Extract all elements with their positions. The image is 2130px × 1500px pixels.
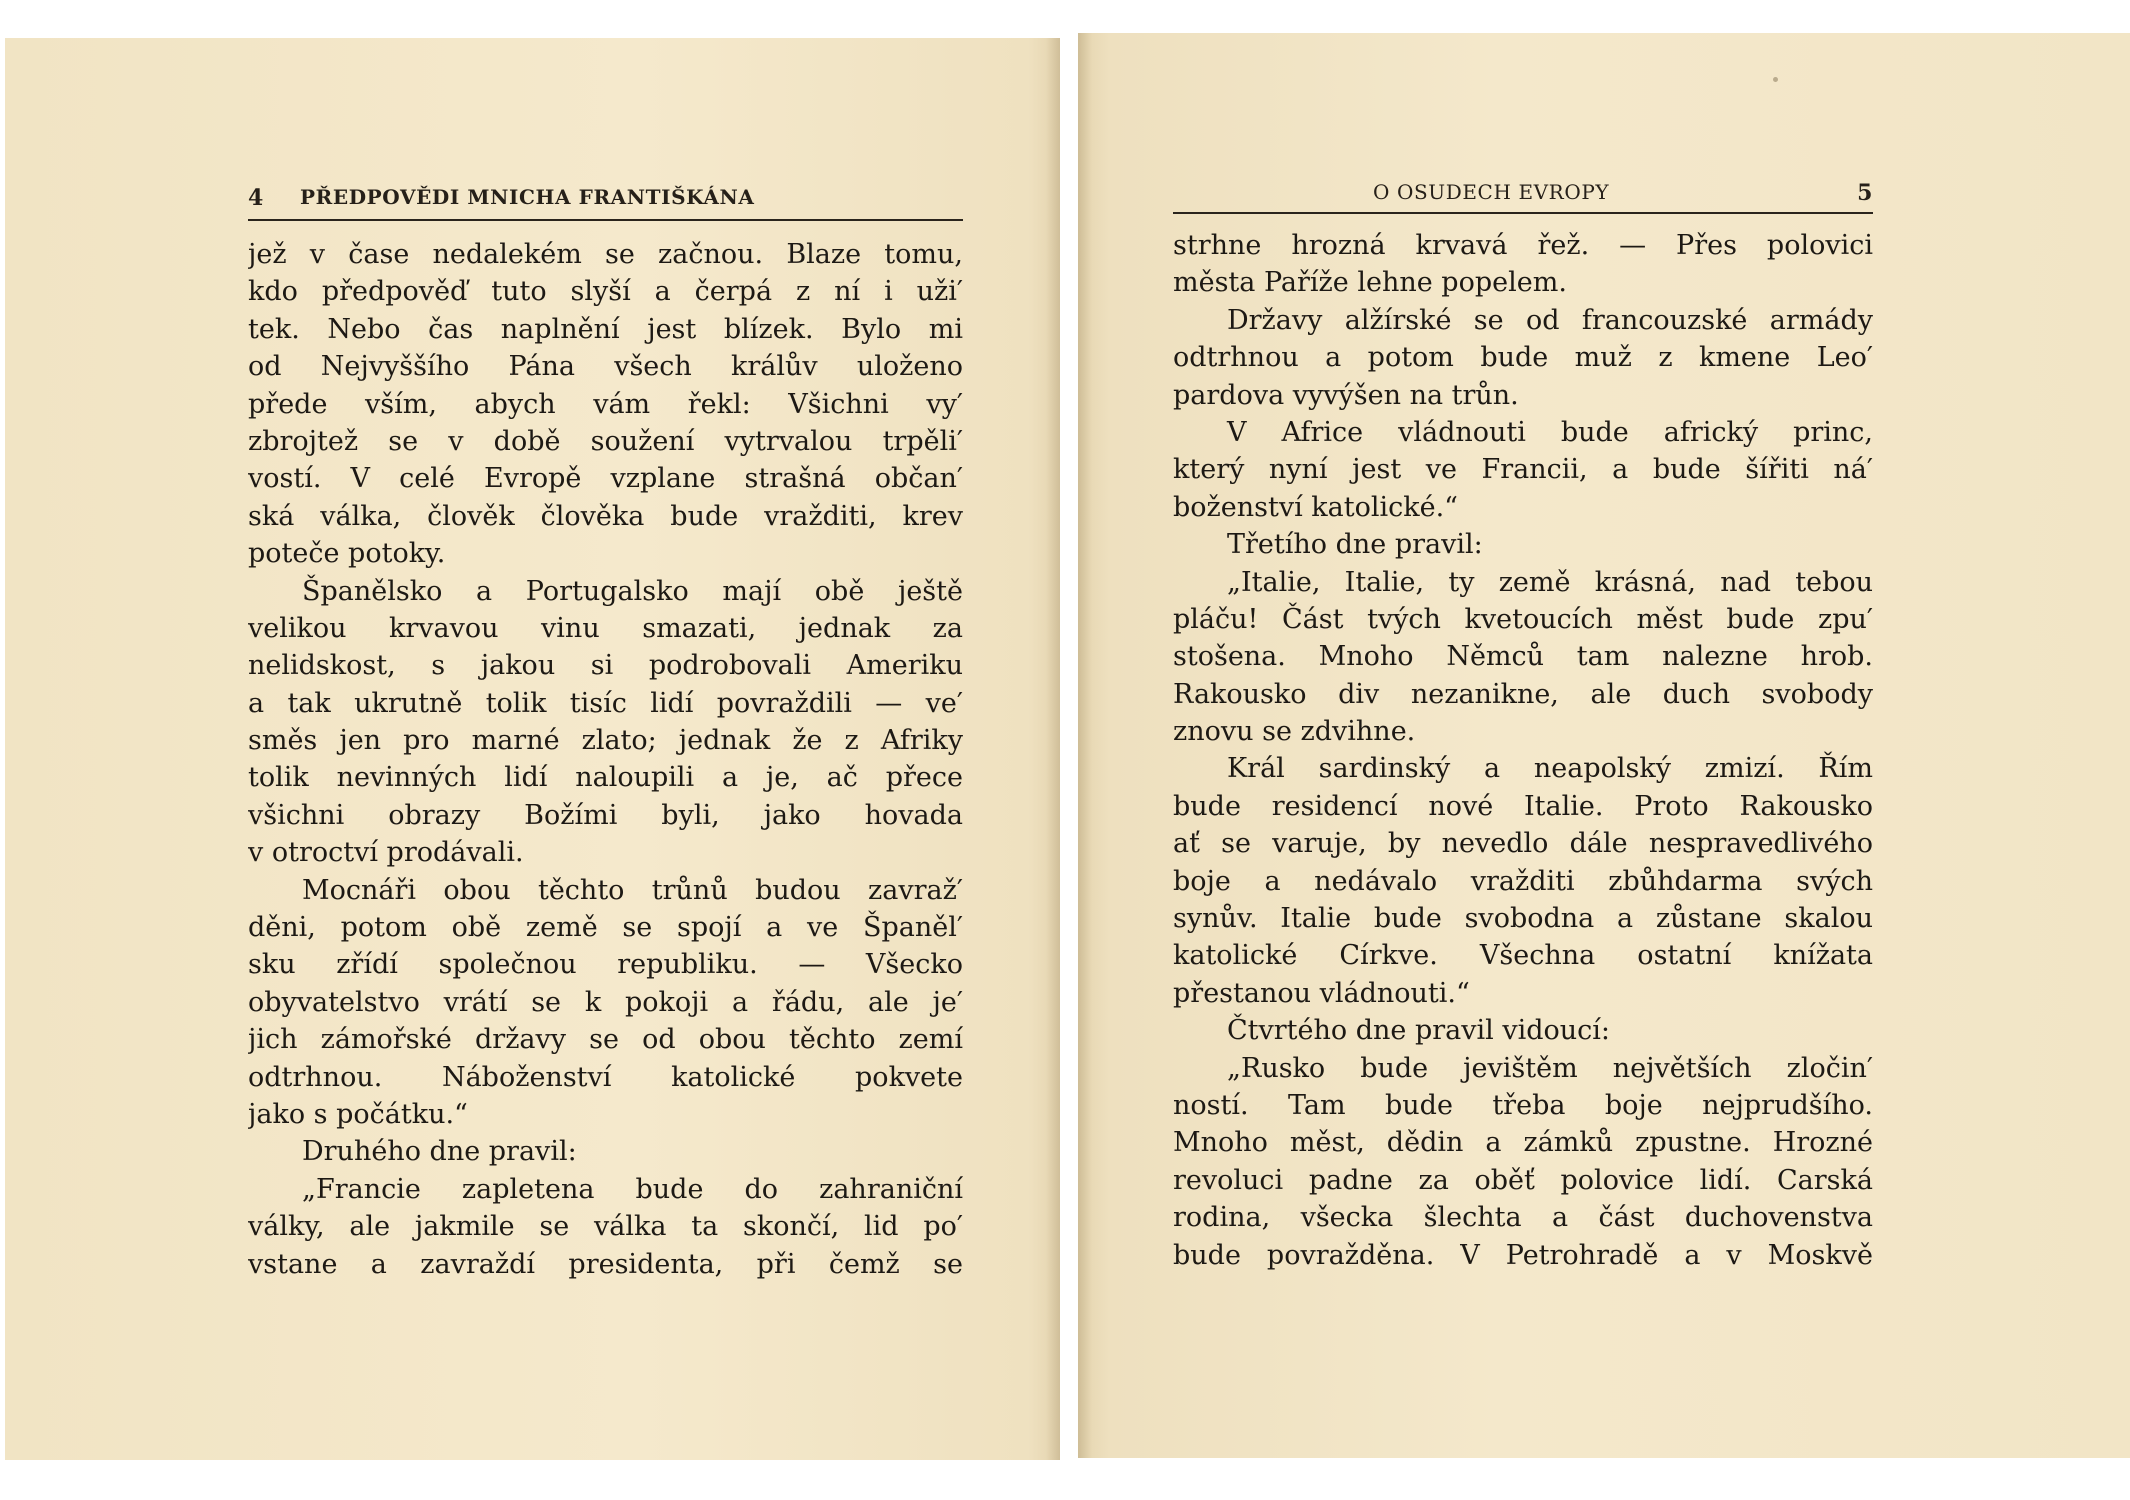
paper-speck xyxy=(1773,77,1778,82)
text-line: tolik nevinných lidí naloupili a je, ač přece xyxy=(248,762,963,794)
text-line: odtrhnou a potom bude muž z kmene Leo′ xyxy=(1173,342,1873,374)
text-line: bude povražděna. V Petrohradě a v Moskvě xyxy=(1173,1239,1873,1271)
text-line: všichni obrazy Božími byli, jako hovada xyxy=(248,799,963,831)
right-page-number: 5 xyxy=(1857,180,1873,206)
text-line: poteče potoky. xyxy=(248,538,446,570)
text-line: pardova vyvýšen na trůn. xyxy=(1173,379,1519,411)
text-line: Čtvrtého dne pravil vidoucí: xyxy=(1227,1015,1611,1047)
text-line: ať se varuje, by nevedlo dále nespravedlivého xyxy=(1173,828,1873,860)
text-line: vostí. V celé Evropě vzplane strašná občan′ xyxy=(248,463,963,495)
text-line: v otroctví prodávali. xyxy=(248,837,524,869)
text-line: děni, potom obě země se spojí a ve Španěl′ xyxy=(248,912,963,944)
right-header-rule xyxy=(1173,212,1873,214)
text-line: katolické Církve. Všechna ostatní knížata xyxy=(1173,940,1873,972)
text-line: od Nejvyššího Pána všech králův uloženo xyxy=(248,351,963,383)
text-line: stošena. Mnoho Němců tam nalezne hrob. xyxy=(1173,641,1873,673)
left-page-number: 4 xyxy=(248,185,264,211)
text-line: nelidskost, s jakou si podrobovali Ameriku xyxy=(248,650,963,682)
text-line: revoluci padne za oběť polovice lidí. Carská xyxy=(1173,1164,1873,1196)
text-line: boje a nedávalo vražditi zbůhdarma svých xyxy=(1173,865,1873,897)
text-line: přestanou vládnouti.“ xyxy=(1173,977,1470,1009)
text-line: směs jen pro marné zlato; jednak že z Afriky xyxy=(248,725,963,757)
text-line: který nyní jest ve Francii, a bude šířiti ná′ xyxy=(1173,454,1873,486)
text-line: obyvatelstvo vrátí se k pokoji a řádu, ale je′ xyxy=(248,986,963,1018)
left-gutter-shadow xyxy=(1046,38,1060,1460)
text-line: strhne hrozná krvavá řež. — Přes polovici xyxy=(1173,230,1873,261)
text-line: jich zámořské državy se od obou těchto zemí xyxy=(248,1024,963,1056)
text-line: tek. Nebo čas naplnění jest blízek. Bylo mi xyxy=(248,313,963,345)
text-line: bude residencí nové Italie. Proto Rakousko xyxy=(1173,790,1873,822)
text-line: města Paříže lehne popelem. xyxy=(1173,267,1567,299)
right-gutter-shadow xyxy=(1078,33,1092,1458)
text-line: zbrojtež se v době soužení vytrvalou trpěli′ xyxy=(248,425,963,457)
text-line: pláču! Část tvých kvetoucích měst bude zpu′ xyxy=(1173,603,1873,635)
right-page-body xyxy=(1173,227,1873,1274)
text-line: Třetího dne pravil: xyxy=(1227,529,1483,561)
text-line: Mocnáři obou těchto trůnů budou zavraž′ xyxy=(302,874,963,906)
text-line: kdo předpověď tuto slyší a čerpá z ní i uži′ xyxy=(248,276,963,308)
text-line: „Italie, Italie, ty země krásná, nad tebou xyxy=(1227,566,1873,598)
text-line: odtrhnou. Náboženství katolické pokvete xyxy=(248,1061,963,1093)
right-running-title: O OSUDECH EVROPY xyxy=(1373,180,1610,204)
text-line: rodina, všecka šlechta a část duchovenstva xyxy=(1173,1202,1873,1234)
text-line: Španělsko a Portugalsko mají obě ještě xyxy=(302,575,963,607)
text-line: velikou krvavou vinu smazati, jednak za xyxy=(248,612,963,644)
right-page-header xyxy=(1173,180,1873,206)
text-line: Državy alžírské se od francouzské armády xyxy=(1227,304,1873,336)
text-line: a tak ukrutně tolik tisíc lidí povraždili — ve′ xyxy=(248,687,963,719)
text-line: „Rusko bude jevištěm největších zločin′ xyxy=(1227,1052,1873,1084)
text-line: jako s počátku.“ xyxy=(248,1098,468,1130)
text-line: Druhého dne pravil: xyxy=(302,1136,577,1168)
text-line: Král sardinský a neapolský zmizí. Řím xyxy=(1227,753,1873,785)
left-page-body xyxy=(248,236,963,1283)
left-running-title: PŘEDPOVĚDI MNICHA FRANTIŠKÁNA xyxy=(300,185,755,209)
text-line: Mnoho měst, dědin a zámků zpustne. Hrozné xyxy=(1173,1127,1873,1159)
text-line: znovu se zdvihne. xyxy=(1173,716,1416,748)
text-line: vstane a zavraždí presidenta, při čemž se xyxy=(248,1248,963,1280)
right-page xyxy=(1078,33,2130,1458)
left-page-header xyxy=(248,185,963,211)
text-line: V Africe vládnouti bude africký princ, xyxy=(1227,416,1873,448)
text-line: synův. Italie bude svobodna a zůstane skalou xyxy=(1173,903,1873,935)
left-header-rule xyxy=(248,219,963,221)
text-line: Rakousko div nezanikne, ale duch svobody xyxy=(1173,678,1873,710)
text-line: ností. Tam bude třeba boje nejprudšího. xyxy=(1173,1089,1873,1121)
text-line: ská válka, člověk člověka bude vražditi, krev xyxy=(248,500,963,532)
text-line: války, ale jakmile se válka ta skončí, lid po′ xyxy=(248,1211,963,1243)
text-line: boženství katolické.“ xyxy=(1173,491,1458,523)
text-line: „Francie zapletena bude do zahraniční xyxy=(302,1173,963,1205)
text-line: přede vším, abych vám řekl: Všichni vy′ xyxy=(248,388,963,420)
left-page xyxy=(5,38,1060,1460)
text-line: sku zřídí společnou republiku. — Všecko xyxy=(248,949,963,981)
text-line: jež v čase nedalekém se začnou. Blaze tomu, xyxy=(248,239,963,270)
